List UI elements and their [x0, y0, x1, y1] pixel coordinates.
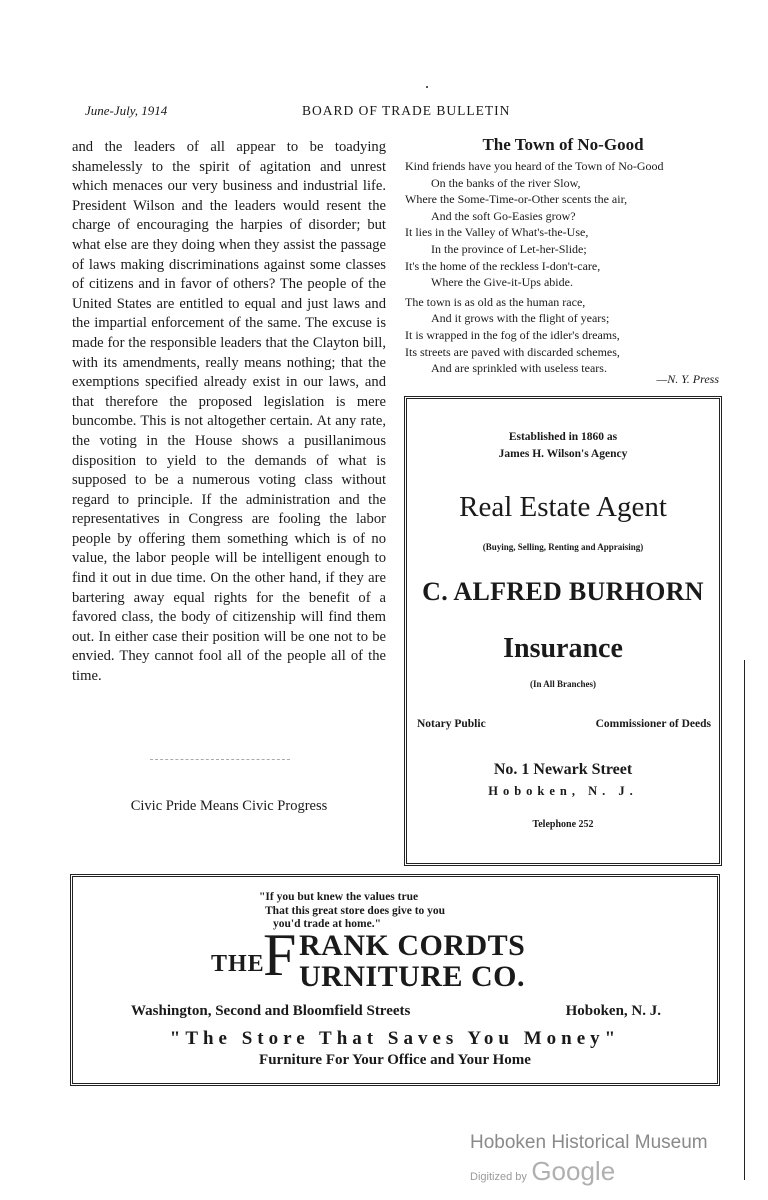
poem [405, 158, 725, 377]
services-text: (Buying, Selling, Renting and Appraising) [482, 542, 644, 552]
insurance-sub: (In All Branches) [529, 679, 596, 689]
furniture-ad [70, 874, 720, 1086]
poem-title: The Town of No-Good [482, 135, 644, 154]
brand-line-1: RANK CORDTS [299, 929, 526, 962]
commissioner-of-deeds: Commissioner of Deeds [595, 718, 711, 730]
poem-line: The town is as old as the human race, [405, 294, 586, 309]
agent-name: C. ALFRED BURHORN [422, 577, 704, 606]
street-address: No. 1 Newark Street [493, 761, 633, 778]
telephone: Telephone 252 [532, 819, 594, 830]
poem-line: It lies in the Valley of What's-the-Use, [405, 225, 589, 240]
established-text [407, 429, 719, 463]
poem-line: Its streets are paved with discarded schemes, [405, 344, 620, 359]
city: Hoboken, N. J. [488, 784, 638, 798]
digitized-by-text: Digitized by [470, 1171, 527, 1183]
civic-motto: Civic Pride Means Civic Progress [130, 798, 328, 814]
poem-line: In the province of Let-her-Slide; [431, 241, 587, 256]
page-edge-line [744, 660, 745, 1180]
brand-initial: F [263, 922, 297, 988]
brand-line-2: URNITURE CO. [299, 960, 526, 993]
notary-public: Notary Public [417, 718, 486, 730]
real-estate-ad [404, 396, 722, 866]
established-line: Established in 1860 as [508, 431, 618, 443]
quote-line: you'd trade at home." [273, 918, 381, 930]
poem-line: It's the home of the reckless I-don't-care, [405, 258, 601, 273]
article-body: and the leaders of all appear to be toadying shamelessly to the spirit of agitation and unrest which menaces our very business and industrial life. President Wilson and the leaders would resent the charge of encouraging the harpies of disorder; but what else are they doing when they assist the passage of laws making discriminations against some classes of citizens and in favor of others? The people of the United States are entitled to equal and just laws and the impartial enforcement of the same. The excuse is made for the responsible leaders that the Clayton bill, with its amendments, really means nothing; that the exemptions specified already exist in our laws, and that therefore the proposed legislation is mere buncombe. This is not altogether certain. At any rate, the voting in the House shows a pusillanimous disposition to yield to the demands of what is supposed to be a numerous voting class without regard to principle. If the administration and the representatives in Congress are fooling the labor people by offering them something which is of no value, the labor people will be intelligent enough to find it out in due time. On the other hand, if they are bartering away equal rights for the benefit of a favored class, the body of citizenship will find them out. In either case their position will be one not to be envied. They cannot fool all of the people all of the time. [72, 139, 386, 685]
store-tagline: Furniture For Your Office and Your Home [259, 1052, 531, 1068]
poem-line: Where the Give-it-Ups abide. [431, 275, 573, 290]
poem-line: It is wrapped in the fog of the idler's dreams, [405, 327, 620, 342]
poem-line: And it grows with the flight of years; [431, 311, 610, 326]
poem-line: Kind friends have you heard of the Town of No-Good [405, 159, 664, 173]
poem-attribution: —N. Y. Press [656, 372, 719, 386]
poem-line: And the soft Go-Easies grow? [431, 208, 576, 223]
issue-date: June-July, 1914 [85, 103, 168, 118]
digitized-watermark [470, 1156, 615, 1187]
poem-line: On the banks of the river Slow, [431, 175, 581, 190]
google-logo-text: Google [531, 1156, 616, 1186]
store-address: Washington, Second and Bloomfield Streets [131, 1003, 411, 1019]
divider [150, 759, 290, 760]
print-speck [426, 86, 428, 88]
poem-line: And are sprinkled with useless tears. [431, 361, 607, 376]
publication-title: BOARD OF TRADE BULLETIN [302, 103, 511, 118]
museum-watermark: Hoboken Historical Museum [470, 1132, 708, 1153]
agency-line: James H. Wilson's Agency [498, 448, 628, 460]
store-city: Hoboken, N. J. [565, 1003, 661, 1019]
quote-line: That this great store does give to you [265, 904, 446, 917]
real-estate-heading: Real Estate Agent [459, 491, 667, 523]
quote-line: "If you but knew the values true [259, 891, 419, 903]
insurance-heading: Insurance [503, 633, 623, 664]
poem-line: Where the Some-Time-or-Other scents the air, [405, 192, 628, 207]
brand-the: THE [211, 951, 265, 977]
store-slogan: "The Store That Saves You Money" [169, 1028, 621, 1049]
